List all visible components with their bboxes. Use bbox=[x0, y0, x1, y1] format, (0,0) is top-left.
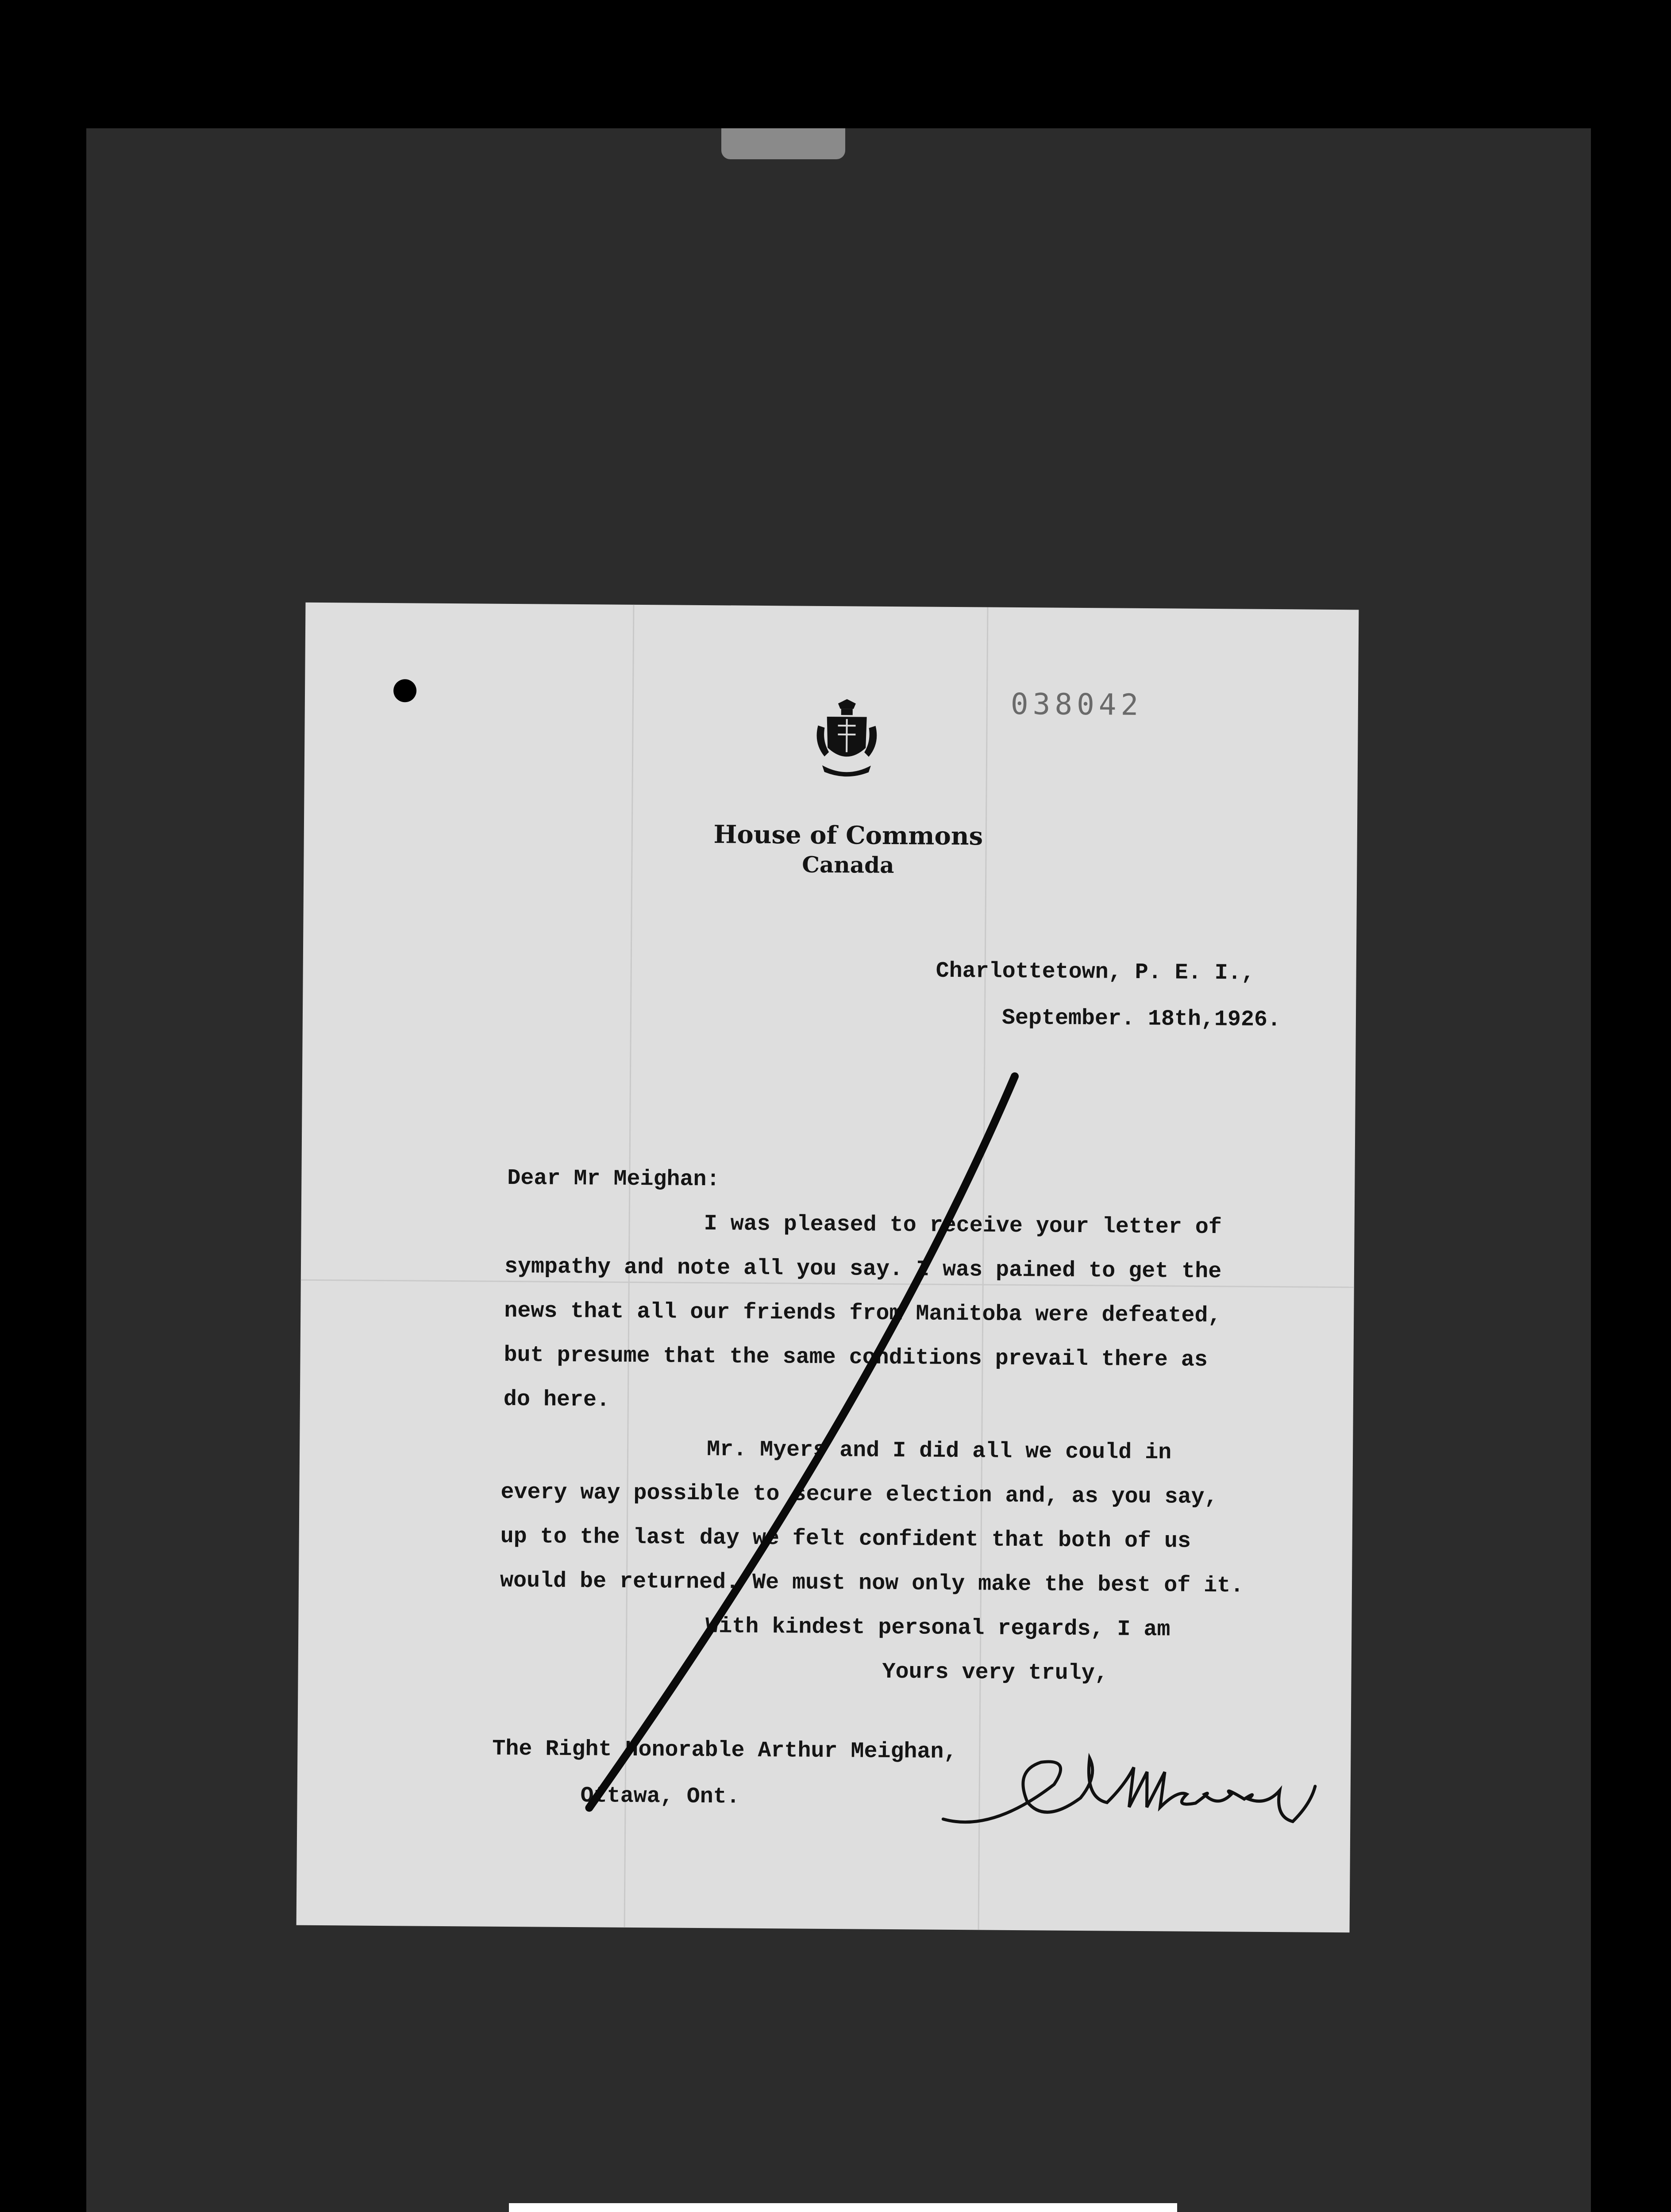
addressee-line: Ottawa, Ont. bbox=[580, 1783, 740, 1810]
reference-strip bbox=[509, 2203, 1177, 2212]
strike-through-mark bbox=[296, 603, 1359, 1933]
letter-body-line: do here. bbox=[503, 1386, 610, 1413]
letter-body-line: news that all our friends from Manitoba were defeated, bbox=[504, 1298, 1221, 1329]
document-stamp-number: 038042 bbox=[1010, 687, 1143, 722]
addressee-line: The Right Honorable Arthur Meighan, bbox=[492, 1736, 957, 1765]
letter-body-line: would be returned. We must now only make the best of it. bbox=[500, 1568, 1244, 1599]
letter-sheet bbox=[296, 603, 1359, 1933]
letter-salutation: Dear Mr Meighan: bbox=[507, 1165, 720, 1193]
letter-body-line: up to the last day we felt confident that both of us bbox=[500, 1524, 1191, 1554]
letter-body-line: I was pleased to receive your letter of bbox=[704, 1211, 1222, 1240]
letter-body-line: every way possible to secure election and, as you say, bbox=[501, 1479, 1218, 1510]
mount-clip bbox=[721, 128, 845, 159]
letter-closing: Yours very truly, bbox=[882, 1659, 1108, 1686]
letter-body-line: sympathy and note all you say. I was pained to get the bbox=[504, 1254, 1222, 1285]
letter-body-line: With kindest personal regards, I am bbox=[705, 1614, 1170, 1643]
letterhead-title: House of Commons bbox=[713, 820, 983, 851]
letter-date: September. 18th,1926. bbox=[1001, 1005, 1281, 1033]
letterhead-subtitle: Canada bbox=[801, 851, 894, 879]
letter-body-line: but presume that the same conditions prevail there as bbox=[504, 1342, 1208, 1373]
letter-body-line: Mr. Myers and I did all we could in bbox=[706, 1437, 1172, 1466]
letter-place: Charlottetown, P. E. I., bbox=[936, 958, 1255, 986]
